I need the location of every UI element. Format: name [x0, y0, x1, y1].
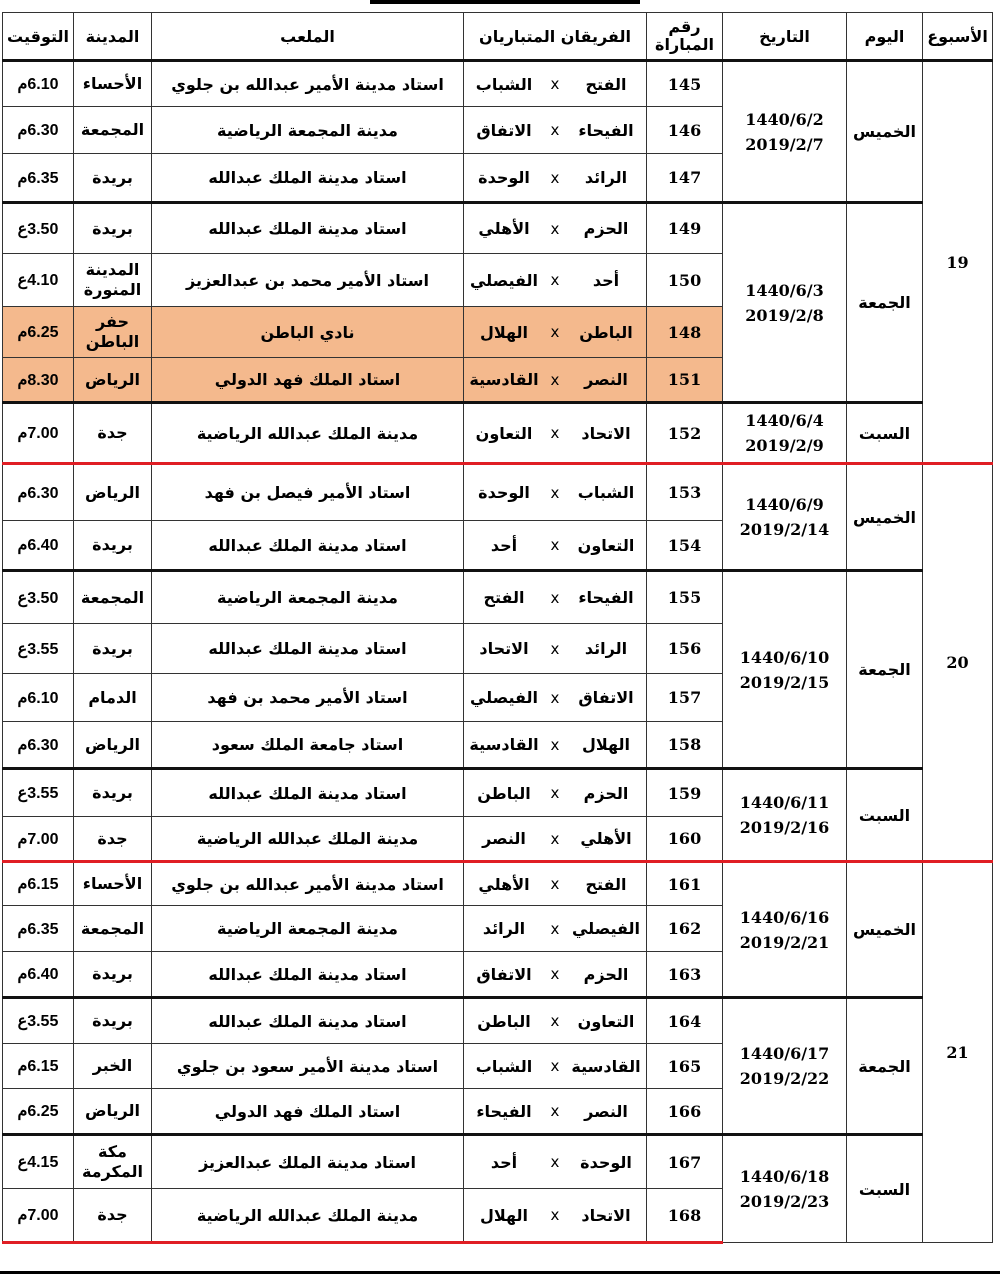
- match-number: 165: [647, 1044, 723, 1089]
- schedule-body: [3, 61, 993, 1243]
- gregorian-date: 2019/2/21: [739, 932, 830, 952]
- stadium: استاد مدينة الملك عبدالله: [152, 952, 464, 998]
- gregorian-date: 2019/2/23: [739, 1192, 830, 1211]
- stadium: استاد مدينة الملك عبدالله: [152, 769, 464, 817]
- away-team: الهلال: [479, 1205, 529, 1225]
- day-name: الخميس: [847, 862, 923, 998]
- stadium: استاد الملك فهد الدولي: [152, 1089, 464, 1135]
- match-number: 151: [647, 358, 723, 403]
- match-teams: [464, 817, 647, 862]
- home-team: الفتح: [585, 74, 627, 94]
- match-number: 147: [647, 154, 723, 203]
- versus-mark: x: [550, 75, 560, 93]
- away-team: القادسية: [469, 735, 539, 754]
- away-team: القادسية: [469, 370, 539, 389]
- match-number: 158: [647, 722, 723, 769]
- match-teams: [464, 1189, 647, 1243]
- kickoff-time: 3.50ع: [3, 571, 74, 624]
- hijri-date: 1440/6/10: [739, 647, 830, 667]
- header-day: اليوم: [847, 13, 923, 61]
- match-teams: [464, 358, 647, 403]
- gregorian-date: 2019/2/14: [739, 520, 830, 539]
- away-team: الفيحاء: [476, 1101, 532, 1121]
- match-teams: [464, 464, 647, 521]
- day-name: الجمعة: [847, 571, 923, 769]
- away-team: الرائد: [482, 919, 526, 938]
- week-number: 21: [923, 862, 993, 1243]
- table-row: [3, 61, 993, 107]
- city: حفر الباطن: [74, 307, 152, 358]
- kickoff-time: 8.30م: [3, 358, 74, 403]
- home-team: الفيحاء: [578, 120, 634, 140]
- away-team: أحد: [490, 535, 518, 555]
- versus-mark: x: [550, 536, 560, 554]
- home-team: أحد: [592, 270, 620, 290]
- day-name: الجمعة: [847, 203, 923, 403]
- versus-mark: x: [550, 1206, 560, 1224]
- city: المجمعة: [74, 571, 152, 624]
- home-team: الهلال: [581, 735, 631, 754]
- versus-mark: x: [550, 588, 560, 607]
- match-number: 161: [647, 862, 723, 906]
- match-number: 146: [647, 107, 723, 154]
- match-number: 149: [647, 203, 723, 254]
- match-teams: [464, 1135, 647, 1189]
- match-number: 153: [647, 464, 723, 521]
- versus-mark: x: [550, 1012, 560, 1030]
- table-row: [3, 769, 993, 817]
- versus-mark: x: [550, 735, 560, 754]
- header-stadium: الملعب: [152, 13, 464, 61]
- home-team: الاتفاق: [578, 688, 634, 707]
- city: بريدة: [74, 998, 152, 1044]
- stadium: استاد مدينة الملك عبدالله: [152, 154, 464, 203]
- versus-mark: x: [550, 829, 560, 848]
- home-team: الاتحاد: [581, 1205, 631, 1225]
- home-team: الوحدة: [580, 1152, 632, 1172]
- match-teams: [464, 769, 647, 817]
- header-date: التاريخ: [723, 13, 847, 61]
- gregorian-date: 2019/2/22: [739, 1069, 830, 1088]
- away-team: النصر: [482, 829, 526, 848]
- city: المدينة المنورة: [74, 254, 152, 307]
- stadium: استاد مدينة الملك عبدالله: [152, 521, 464, 571]
- day-name: السبت: [847, 1135, 923, 1243]
- stadium: استاد الملك فهد الدولي: [152, 358, 464, 403]
- city: الدمام: [74, 674, 152, 722]
- match-number: 155: [647, 571, 723, 624]
- kickoff-time: 4.10ع: [3, 254, 74, 307]
- match-date: [723, 998, 847, 1135]
- away-team: الوحدة: [478, 483, 530, 502]
- away-team: أحد: [490, 1152, 518, 1172]
- kickoff-time: 6.10م: [3, 61, 74, 107]
- week-number: 19: [923, 61, 993, 464]
- match-teams: [464, 1089, 647, 1135]
- hijri-date: 1440/6/4: [745, 411, 824, 430]
- away-team: الشباب: [475, 1056, 533, 1076]
- hijri-date: 1440/6/3: [745, 280, 824, 300]
- match-number: 159: [647, 769, 723, 817]
- day-name: السبت: [847, 403, 923, 464]
- stadium: استاد جامعة الملك سعود: [152, 722, 464, 769]
- away-team: الباطن: [477, 783, 531, 803]
- stadium: استاد الأمير محمد بن فهد: [152, 674, 464, 722]
- stadium: استاد مدينة الملك عبدالله: [152, 624, 464, 674]
- city: جدة: [74, 817, 152, 862]
- home-team: الرائد: [584, 639, 628, 658]
- stadium: مدينة المجمعة الرياضية: [152, 107, 464, 154]
- versus-mark: x: [550, 919, 560, 938]
- stadium: استاد الأمير محمد بن عبدالعزيز: [152, 254, 464, 307]
- home-team: الفيصلي: [571, 919, 641, 938]
- match-teams: [464, 571, 647, 624]
- kickoff-time: 6.10م: [3, 674, 74, 722]
- stadium: استاد مدينة الأمير عبدالله بن جلوي: [152, 61, 464, 107]
- table-row: [3, 862, 993, 906]
- stadium: مدينة الملك عبدالله الرياضية: [152, 1189, 464, 1243]
- city: بريدة: [74, 154, 152, 203]
- away-team: الفيصلي: [469, 688, 539, 707]
- home-team: الفيحاء: [578, 588, 634, 607]
- schedule-table: [2, 12, 993, 1244]
- header-match-number-line1: رقم: [668, 17, 701, 36]
- stadium: مدينة الملك عبدالله الرياضية: [152, 817, 464, 862]
- city: بريدة: [74, 203, 152, 254]
- header-row: [3, 13, 993, 61]
- match-teams: [464, 61, 647, 107]
- stadium: استاد مدينة الأمير سعود بن جلوي: [152, 1044, 464, 1089]
- kickoff-time: 6.25م: [3, 1089, 74, 1135]
- stadium: استاد مدينة الملك عبدالله: [152, 998, 464, 1044]
- kickoff-time: 6.15م: [3, 862, 74, 906]
- city: بريدة: [74, 624, 152, 674]
- away-team: التعاون: [475, 423, 533, 443]
- city: الرياض: [74, 1089, 152, 1135]
- versus-mark: x: [550, 271, 560, 289]
- match-number: 166: [647, 1089, 723, 1135]
- match-date: [723, 571, 847, 769]
- table-row: [3, 571, 993, 624]
- top-border: [0, 0, 1000, 10]
- week-number: 20: [923, 464, 993, 862]
- home-team: الشباب: [577, 483, 635, 502]
- stadium: استاد مدينة الملك عبدالله: [152, 203, 464, 254]
- match-number: 150: [647, 254, 723, 307]
- gregorian-date: 2019/2/16: [739, 818, 830, 837]
- versus-mark: x: [550, 1102, 560, 1120]
- match-teams: [464, 154, 647, 203]
- away-team: الأهلي: [478, 219, 530, 238]
- kickoff-time: 7.00م: [3, 403, 74, 464]
- city: بريدة: [74, 769, 152, 817]
- city: الرياض: [74, 358, 152, 403]
- away-team: الفيصلي: [469, 270, 539, 290]
- city: الأحساء: [74, 862, 152, 906]
- match-teams: [464, 998, 647, 1044]
- match-date: [723, 769, 847, 862]
- home-team: الحزم: [583, 219, 629, 238]
- kickoff-time: 6.35م: [3, 154, 74, 203]
- home-team: الفتح: [585, 874, 627, 894]
- versus-mark: x: [550, 370, 560, 389]
- home-team: الرائد: [584, 168, 628, 187]
- table-row: [3, 998, 993, 1044]
- match-date: [723, 1135, 847, 1243]
- match-date: [723, 862, 847, 998]
- match-date: [723, 403, 847, 464]
- kickoff-time: 6.40م: [3, 521, 74, 571]
- match-number: 145: [647, 61, 723, 107]
- match-teams: [464, 107, 647, 154]
- versus-mark: x: [550, 424, 560, 442]
- match-teams: [464, 624, 647, 674]
- bottom-border: [0, 1271, 1000, 1281]
- home-team: التعاون: [577, 1011, 635, 1031]
- kickoff-time: 6.30م: [3, 464, 74, 521]
- hijri-date: 1440/6/18: [739, 1167, 830, 1186]
- match-number: 164: [647, 998, 723, 1044]
- city: مكة المكرمة: [74, 1135, 152, 1189]
- match-number: 148: [647, 307, 723, 358]
- home-team: القادسية: [571, 1056, 641, 1076]
- match-teams: [464, 521, 647, 571]
- versus-mark: x: [550, 219, 560, 238]
- table-row: [3, 403, 993, 464]
- match-teams: [464, 906, 647, 952]
- match-teams: [464, 254, 647, 307]
- stadium: مدينة المجمعة الرياضية: [152, 906, 464, 952]
- hijri-date: 1440/6/2: [745, 109, 824, 129]
- match-date: [723, 464, 847, 571]
- away-team: الباطن: [477, 1011, 531, 1031]
- kickoff-time: 4.15ع: [3, 1135, 74, 1189]
- kickoff-time: 7.00م: [3, 1189, 74, 1243]
- versus-mark: x: [550, 1057, 560, 1075]
- city: المجمعة: [74, 107, 152, 154]
- home-team: الاتحاد: [581, 423, 631, 443]
- match-number: 156: [647, 624, 723, 674]
- versus-mark: x: [550, 121, 560, 139]
- away-team: الاتحاد: [479, 639, 529, 658]
- kickoff-time: 3.55ع: [3, 624, 74, 674]
- header-match-number-line2: المباراة: [655, 35, 714, 54]
- hijri-date: 1440/6/17: [739, 1044, 830, 1063]
- match-teams: [464, 403, 647, 464]
- kickoff-time: 3.55ع: [3, 998, 74, 1044]
- city: جدة: [74, 403, 152, 464]
- kickoff-time: 6.15م: [3, 1044, 74, 1089]
- home-team: الحزم: [583, 783, 629, 803]
- versus-mark: x: [550, 1153, 560, 1171]
- away-team: الوحدة: [478, 168, 530, 187]
- home-team: الباطن: [579, 322, 633, 342]
- header-week: الأسبوع: [923, 13, 993, 61]
- home-team: الأهلي: [580, 829, 632, 848]
- stadium: مدينة المجمعة الرياضية: [152, 571, 464, 624]
- away-team: الفتح: [483, 588, 525, 607]
- kickoff-time: 6.30م: [3, 722, 74, 769]
- day-name: السبت: [847, 769, 923, 862]
- header-city: المدينة: [74, 13, 152, 61]
- kickoff-time: 6.35م: [3, 906, 74, 952]
- table-row: [3, 203, 993, 254]
- versus-mark: x: [550, 323, 560, 341]
- match-number: 162: [647, 906, 723, 952]
- home-team: التعاون: [577, 535, 635, 555]
- match-teams: [464, 203, 647, 254]
- match-number: 163: [647, 952, 723, 998]
- match-teams: [464, 952, 647, 998]
- day-name: الخميس: [847, 464, 923, 571]
- match-teams: [464, 862, 647, 906]
- kickoff-time: 7.00م: [3, 817, 74, 862]
- kickoff-time: 6.25م: [3, 307, 74, 358]
- match-number: 168: [647, 1189, 723, 1243]
- home-team: الحزم: [583, 964, 629, 984]
- versus-mark: x: [550, 688, 560, 707]
- kickoff-time: 6.40م: [3, 952, 74, 998]
- hijri-date: 1440/6/9: [745, 495, 824, 514]
- match-teams: [464, 307, 647, 358]
- gregorian-date: 2019/2/7: [745, 134, 824, 154]
- versus-mark: x: [550, 168, 560, 187]
- day-name: الجمعة: [847, 998, 923, 1135]
- kickoff-time: 3.55ع: [3, 769, 74, 817]
- versus-mark: x: [550, 784, 560, 802]
- city: الخبر: [74, 1044, 152, 1089]
- city: بريدة: [74, 952, 152, 998]
- versus-mark: x: [550, 483, 560, 502]
- city: الرياض: [74, 722, 152, 769]
- city: الرياض: [74, 464, 152, 521]
- city: جدة: [74, 1189, 152, 1243]
- stadium: استاد مدينة الملك عبدالعزيز: [152, 1135, 464, 1189]
- match-number: 154: [647, 521, 723, 571]
- away-team: الشباب: [475, 74, 533, 94]
- match-date: [723, 203, 847, 403]
- match-number: 157: [647, 674, 723, 722]
- gregorian-date: 2019/2/9: [745, 436, 824, 455]
- city: المجمعة: [74, 906, 152, 952]
- gregorian-date: 2019/2/15: [739, 672, 830, 692]
- match-number: 167: [647, 1135, 723, 1189]
- match-teams: [464, 1044, 647, 1089]
- stadium: استاد مدينة الأمير عبدالله بن جلوي: [152, 862, 464, 906]
- header-time: التوقيت: [3, 13, 74, 61]
- away-team: الاتفاق: [476, 120, 532, 140]
- home-team: النصر: [584, 1101, 628, 1121]
- versus-mark: x: [550, 965, 560, 983]
- header-match-number: [647, 13, 723, 61]
- hijri-date: 1440/6/16: [739, 907, 830, 927]
- match-number: 160: [647, 817, 723, 862]
- day-name: الخميس: [847, 61, 923, 203]
- hijri-date: 1440/6/11: [739, 793, 830, 812]
- stadium: نادي الباطن: [152, 307, 464, 358]
- kickoff-time: 6.30م: [3, 107, 74, 154]
- match-number: 152: [647, 403, 723, 464]
- table-row: [3, 1135, 993, 1189]
- stadium: مدينة الملك عبدالله الرياضية: [152, 403, 464, 464]
- header-teams: الفريقان المتباريان: [464, 13, 647, 61]
- gregorian-date: 2019/2/8: [745, 305, 824, 325]
- city: بريدة: [74, 521, 152, 571]
- city: الأحساء: [74, 61, 152, 107]
- match-date: [723, 61, 847, 203]
- match-teams: [464, 722, 647, 769]
- away-team: الاتفاق: [476, 964, 532, 984]
- match-teams: [464, 674, 647, 722]
- away-team: الهلال: [479, 322, 529, 342]
- table-row: [3, 464, 993, 521]
- home-team: النصر: [584, 370, 628, 389]
- kickoff-time: 3.50ع: [3, 203, 74, 254]
- away-team: الأهلي: [478, 874, 530, 894]
- versus-mark: x: [550, 875, 560, 893]
- stadium: استاد الأمير فيصل بن فهد: [152, 464, 464, 521]
- versus-mark: x: [550, 639, 560, 658]
